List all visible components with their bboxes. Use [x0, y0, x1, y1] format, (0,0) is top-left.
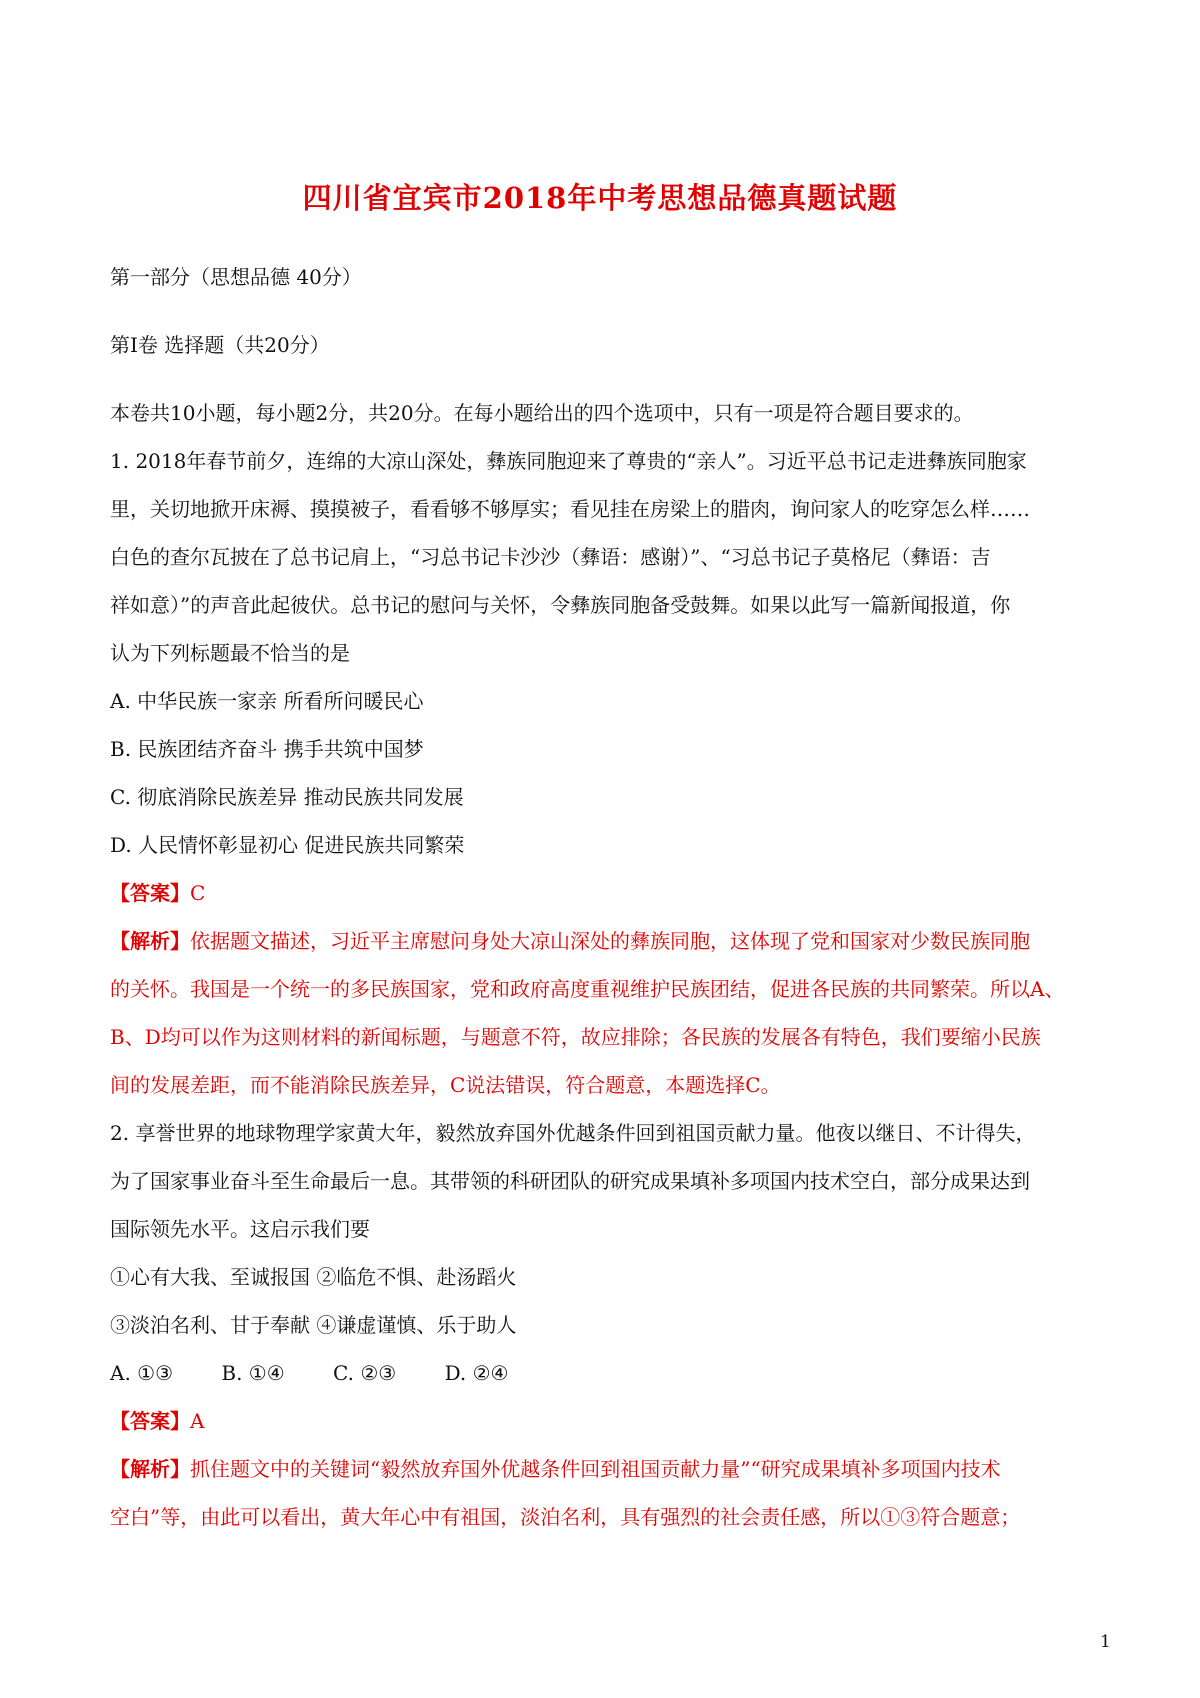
- answer-label: 【答案】: [110, 881, 190, 905]
- document-title: 四川省宜宾市2018年中考思想品德真题试题: [302, 181, 898, 215]
- question-2-option-d: D. ②④: [444, 1361, 509, 1385]
- part-heading: 第一部分（思想品德 40分）: [110, 265, 362, 289]
- section-heading: 第Ⅰ卷 选择题（共20分）: [110, 333, 330, 357]
- question-2: [110, 1109, 1100, 1541]
- analysis-text: 依据题文描述，习近平主席慰问身处大凉山深处的彝族同胞，这体现了党和国家对少数民族同胞: [190, 929, 1030, 953]
- analysis-label: 【解析】: [110, 929, 190, 953]
- question-2-statement: ①心有大我、至诚报国 ②临危不惧、赴汤蹈火: [110, 1265, 517, 1289]
- question-2-line: 2. 享誉世界的地球物理学家黄大年，毅然放弃国外优越条件回到祖国贡献力量。他夜以继日、不计得失，: [110, 1121, 1036, 1145]
- question-2-options: [110, 1349, 1100, 1397]
- answer-label: 【答案】: [110, 1409, 190, 1433]
- question-1-line: 祥如意）”的声音此起彼伏。总书记的慰问与关怀，令彝族同胞备受鼓舞。如果以此写一篇新闻报道，你: [110, 593, 1011, 617]
- question-2-statement: ③淡泊名利、甘于奉献 ④谦虚谨慎、乐于助人: [110, 1313, 517, 1337]
- analysis-text: 抓住题文中的关键词“毅然放弃国外优越条件回到祖国贡献力量”“研究成果填补多项国内技术: [190, 1457, 1001, 1481]
- question-1-analysis-line: 间的发展差距，而不能消除民族差异，C说法错误，符合题意，本题选择C。: [110, 1073, 781, 1097]
- question-1-option-d: D. 人民情怀彰显初心 促进民族共同繁荣: [110, 833, 465, 857]
- instructions: 本卷共10小题，每小题2分，共20分。在每小题给出的四个选项中，只有一项是符合题目要求的。: [110, 401, 974, 425]
- question-1-line: 1. 2018年春节前夕，连绵的大凉山深处，彝族同胞迎来了尊贵的“亲人”。习近平总书记走进彝族同胞家: [110, 449, 1027, 473]
- question-2-option-c: C. ②③: [333, 1361, 397, 1385]
- question-2-option-b: B. ①④: [221, 1361, 285, 1385]
- question-1-option-c: C. 彻底消除民族差异 推动民族共同发展: [110, 785, 464, 809]
- question-2-line: 为了国家事业奋斗至生命最后一息。其带领的科研团队的研究成果填补多项国内技术空白，部分成果达到: [110, 1169, 1030, 1193]
- question-1-option-a: A. 中华民族一家亲 所看所问暖民心: [110, 689, 424, 713]
- answer-value: A: [190, 1409, 205, 1433]
- document-body: [110, 253, 1100, 1541]
- analysis-label: 【解析】: [110, 1457, 190, 1481]
- question-1-analysis-line: 的关怀。我国是一个统一的多民族国家，党和政府高度重视维护民族团结，促进各民族的共同繁荣。所以A、: [110, 977, 1065, 1001]
- question-2-option-a: A. ①③: [110, 1361, 174, 1385]
- page-number: 1: [1100, 1632, 1111, 1652]
- question-2-analysis-line: 空白”等，由此可以看出，黄大年心中有祖国，淡泊名利，具有强烈的社会责任感，所以①③符合题意；: [110, 1505, 1021, 1529]
- question-1: [110, 437, 1100, 1109]
- question-2-answer: [110, 1397, 1100, 1445]
- question-1-line: 白色的查尔瓦披在了总书记肩上，“习总书记卡沙沙（彝语：感谢）”、“习总书记子莫格尼（彝语：吉: [110, 545, 991, 569]
- question-1-line: 里，关切地掀开床褥、摸摸被子，看看够不够厚实；看见挂在房梁上的腊肉，询问家人的吃穿怎么样……: [110, 497, 1030, 521]
- question-1-answer: [110, 869, 1100, 917]
- question-1-line: 认为下列标题最不恰当的是: [110, 641, 350, 665]
- answer-value: C: [190, 881, 206, 905]
- question-1-analysis-line: [110, 917, 1100, 965]
- question-1-option-b: B. 民族团结齐奋斗 携手共筑中国梦: [110, 737, 424, 761]
- question-2-line: 国际领先水平。这启示我们要: [110, 1217, 370, 1241]
- question-2-analysis-line: [110, 1445, 1100, 1493]
- question-1-analysis-line: B、D均可以作为这则材料的新闻标题，与题意不符，故应排除；各民族的发展各有特色，我们要缩小民族: [110, 1025, 1041, 1049]
